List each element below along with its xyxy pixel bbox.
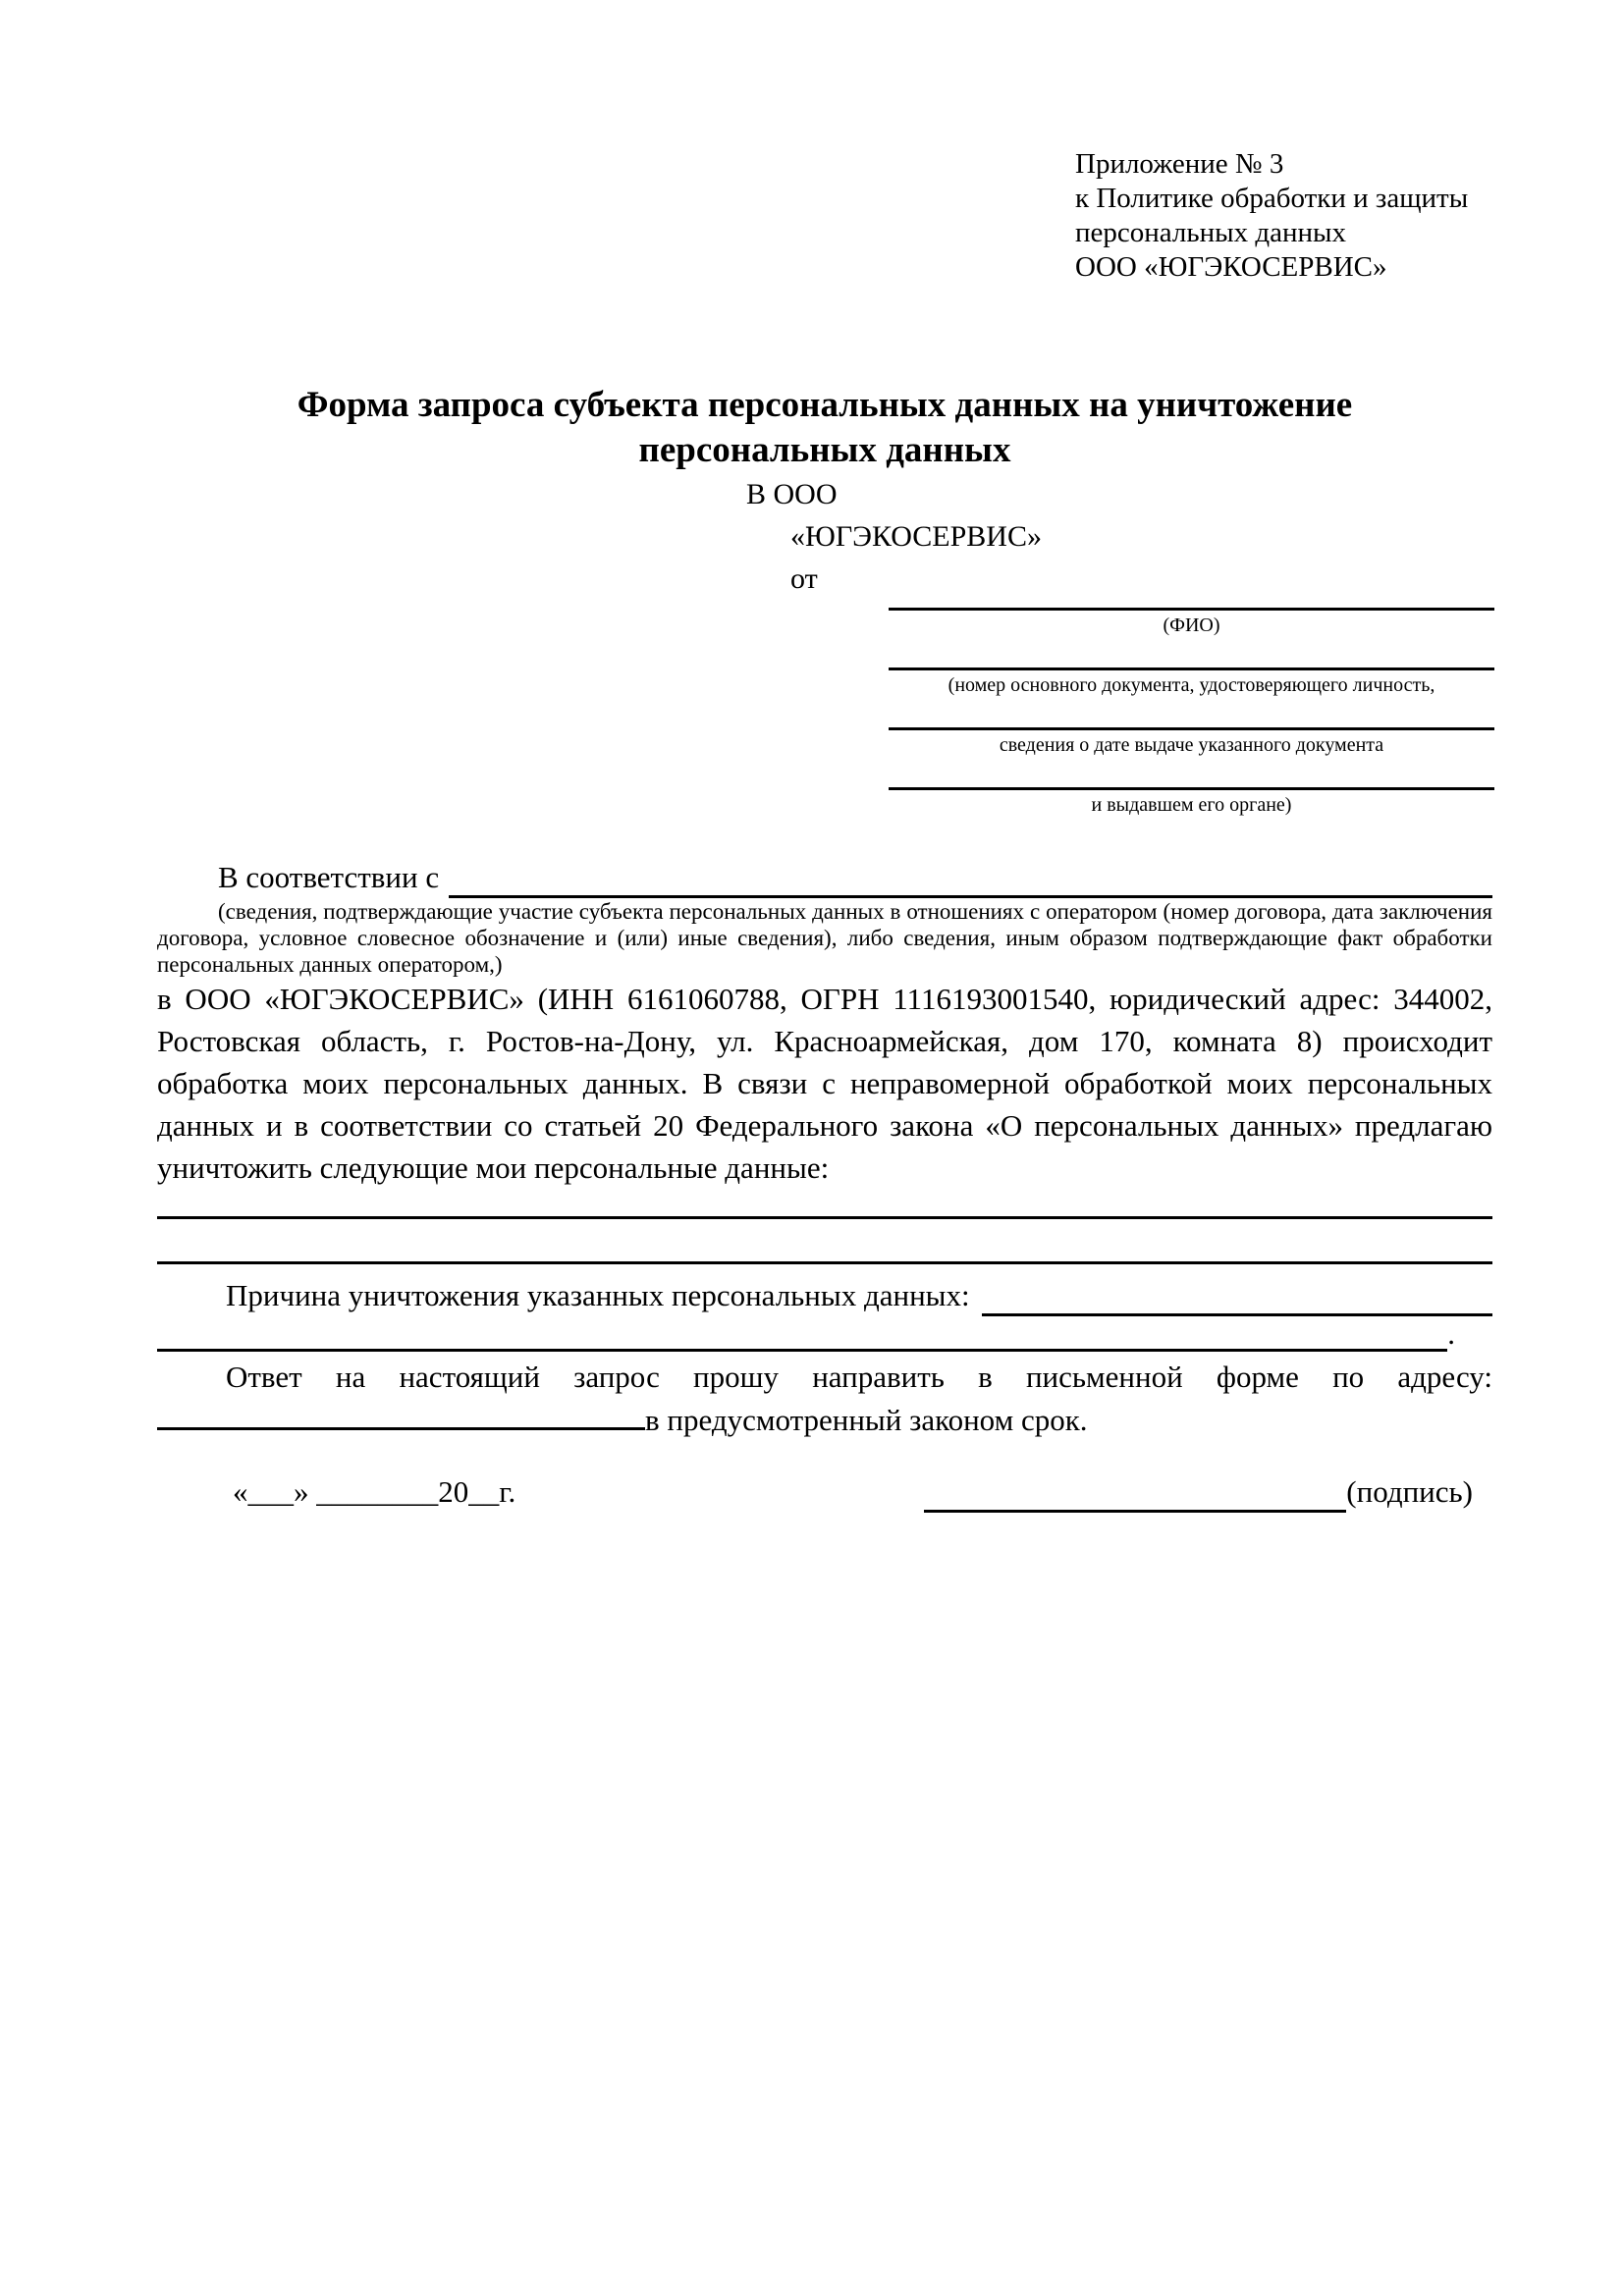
accordance-note: (сведения, подтверждающие участие субъекта персональных данных в отношениях с оператором (номер договора, дата заключения договора, условное словесное обозначение и (или) иные сведения), либо сведения, иным образом подтверждающие факт обработки персональных данных оператором,) bbox=[157, 899, 1492, 977]
reason-period: . bbox=[1447, 1316, 1455, 1351]
date-signature-row bbox=[157, 1470, 1492, 1513]
field-doc-number bbox=[889, 660, 1494, 697]
annex-reference-block bbox=[1075, 147, 1492, 285]
fio-blank-line bbox=[889, 600, 1494, 611]
annex-ref-line: Приложение № 3 bbox=[1075, 148, 1284, 180]
accordance-line bbox=[157, 856, 1492, 898]
doc-issue-date-caption: сведения о дате выдаче указанного документа bbox=[999, 734, 1384, 756]
response-paragraph bbox=[157, 1356, 1492, 1441]
doc-authority-caption: и выдавшем его органе) bbox=[1091, 794, 1292, 816]
signature-block bbox=[924, 1470, 1473, 1513]
signature-caption: (подпись) bbox=[1346, 1474, 1473, 1509]
form-title-line: Форма запроса субъекта персональных данных на уничтожение bbox=[297, 385, 1353, 425]
response-suffix: в предусмотренный законом срок. bbox=[645, 1403, 1088, 1437]
reason-blank-line bbox=[982, 1280, 1492, 1316]
form-title-line: персональных данных bbox=[638, 430, 1011, 470]
reason-blank-line-2 bbox=[157, 1315, 1447, 1352]
doc-number-caption: (номер основного документа, удостоверяющего личность, bbox=[947, 674, 1435, 696]
annex-ref-line: персональных данных bbox=[1075, 217, 1347, 248]
addressee-block bbox=[157, 473, 1492, 600]
addressee-to: В ООО bbox=[746, 478, 838, 510]
field-fio bbox=[889, 600, 1494, 637]
reason-label: Причина уничтожения указанных персональных данных: bbox=[226, 1278, 970, 1312]
doc-issue-date-blank-line bbox=[889, 720, 1494, 730]
form-title bbox=[157, 383, 1492, 473]
field-doc-authority bbox=[889, 779, 1494, 817]
data-blank-line-1 bbox=[157, 1202, 1492, 1219]
signature-blank-line bbox=[924, 1476, 1346, 1513]
doc-number-blank-line bbox=[889, 660, 1494, 670]
body-paragraph: в ООО «ЮГЭКОСЕРВИС» (ИНН 6161060788, ОГРН 1116193001540, юридический адрес: 344002, Ростовская область, г. Ростов-на-Дону, ул. Красноармейская, дом 170, комната 8) происходит обработка моих персональных данных. В связи с неправомерной обработкой моих персональных данных и в соответствии со статьей 20 Федерального закона «О персональных данных» предлагаю уничтожить следующие мои персональные данные: bbox=[157, 982, 1492, 1185]
annex-ref-line: к Политике обработки и защиты bbox=[1075, 183, 1469, 214]
accordance-lead: В соответствии с bbox=[218, 860, 440, 894]
field-doc-issue-date bbox=[889, 720, 1494, 757]
address-blank-line bbox=[157, 1398, 645, 1430]
response-text: Ответ на настоящий запрос прошу направить в письменной форме по адресу: bbox=[226, 1360, 1492, 1394]
reason-continuation-line bbox=[157, 1316, 1492, 1352]
addressee-org: «ЮГЭКОСЕРВИС» bbox=[790, 520, 1042, 553]
accordance-blank-line bbox=[449, 862, 1492, 898]
reason-line bbox=[157, 1274, 1492, 1316]
fio-caption: (ФИО) bbox=[1163, 614, 1220, 636]
doc-authority-blank-line bbox=[889, 779, 1494, 790]
addressee-from: от bbox=[790, 562, 818, 595]
annex-ref-line: ООО «ЮГЭКОСЕРВИС» bbox=[1075, 251, 1387, 283]
data-blank-line-2 bbox=[157, 1219, 1492, 1264]
date-line: «___» ________20__г. bbox=[233, 1474, 516, 1509]
